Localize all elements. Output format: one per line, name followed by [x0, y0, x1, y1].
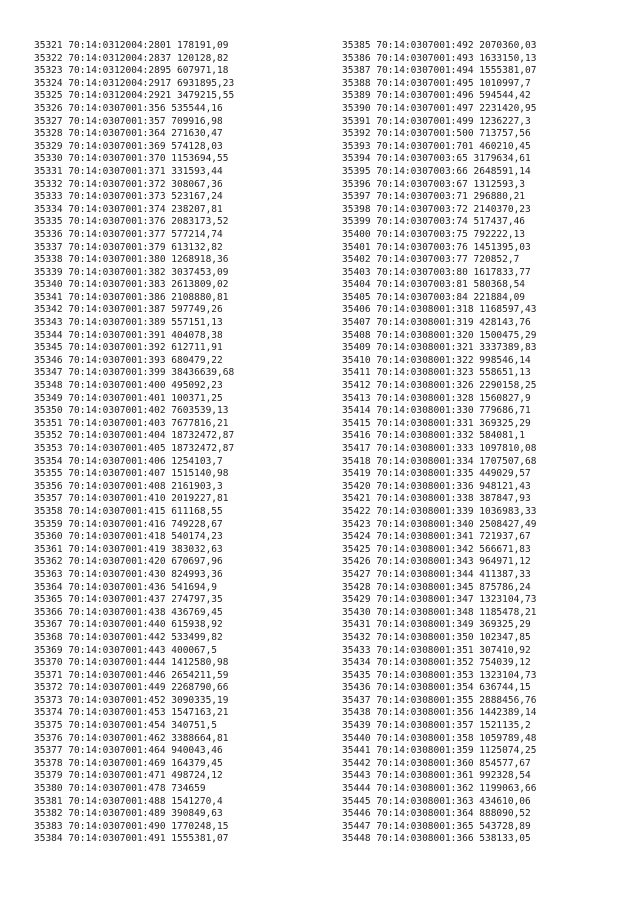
record-row: 35366 70:14:0307001:438 436769,45 [34, 606, 223, 618]
record-row: 35367 70:14:0307001:440 615938,92 [34, 619, 223, 631]
record-row: 35371 70:14:0307001:446 2654211,59 [34, 669, 229, 681]
record-row: 35372 70:14:0307001:449 2268790,66 [34, 682, 229, 694]
record-row: 35405 70:14:0307003:84 221884,09 [342, 291, 526, 303]
record-row: 35448 70:14:0308001:366 538133,05 [342, 833, 531, 845]
record-row: 35363 70:14:0307001:430 824993,36 [34, 568, 223, 580]
record-row: 35400 70:14:0307003:75 792222,13 [342, 228, 526, 240]
record-row: 35434 70:14:0308001:352 754039,12 [342, 657, 531, 669]
record-row: 35443 70:14:0308001:361 992328,54 [342, 770, 531, 782]
record-row: 35447 70:14:0308001:365 543728,89 [342, 820, 531, 832]
record-row: 35398 70:14:0307003:72 2140370,23 [342, 203, 531, 215]
record-row: 35403 70:14:0307003:80 1617833,77 [342, 266, 531, 278]
record-row: 35373 70:14:0307001:452 3090335,19 [34, 694, 229, 706]
record-row: 35335 70:14:0307001:376 2083173,52 [34, 216, 229, 228]
record-row: 35368 70:14:0307001:442 533499,82 [34, 631, 223, 643]
record-row: 35340 70:14:0307001:383 2613809,02 [34, 279, 229, 291]
record-row: 35352 70:14:0307001:404 18732472,87 [34, 430, 235, 442]
record-row: 35406 70:14:0308001:318 1168597,43 [342, 304, 537, 316]
record-row: 35339 70:14:0307001:382 3037453,09 [34, 266, 229, 278]
record-row: 35421 70:14:0308001:338 387847,93 [342, 493, 531, 505]
record-row: 35439 70:14:0308001:357 1521135,2 [342, 720, 531, 732]
record-row: 35445 70:14:0308001:363 434610,06 [342, 795, 531, 807]
record-row: 35331 70:14:0307001:371 331593,44 [34, 165, 223, 177]
record-row: 35396 70:14:0307003:67 1312593,3 [342, 178, 526, 190]
record-row: 35381 70:14:0307001:488 1541270,4 [34, 795, 223, 807]
record-row: 35351 70:14:0307001:403 7677816,21 [34, 417, 229, 429]
record-row: 35328 70:14:0307001:364 271630,47 [34, 128, 223, 140]
record-row: 35416 70:14:0308001:332 584081,1 [342, 430, 526, 442]
record-row: 35357 70:14:0307001:410 2019227,81 [34, 493, 229, 505]
record-row: 35401 70:14:0307003:76 1451395,03 [342, 241, 531, 253]
record-row: 35430 70:14:0308001:348 1185478,21 [342, 606, 537, 618]
record-row: 35349 70:14:0307001:401 100371,25 [34, 392, 223, 404]
record-row: 35392 70:14:0307001:500 713757,56 [342, 128, 531, 140]
record-row: 35441 70:14:0308001:359 1125074,25 [342, 745, 537, 757]
record-row: 35446 70:14:0308001:364 888090,52 [342, 808, 531, 820]
record-row: 35354 70:14:0307001:406 1254103,7 [34, 455, 223, 467]
record-row: 35438 70:14:0308001:356 1442389,14 [342, 707, 537, 719]
record-row: 35427 70:14:0308001:344 411387,33 [342, 568, 531, 580]
record-row: 35429 70:14:0308001:347 1323104,73 [342, 594, 537, 606]
record-row: 35422 70:14:0308001:339 1036983,33 [342, 505, 537, 517]
record-row: 35404 70:14:0307003:81 580368,54 [342, 279, 526, 291]
record-row: 35358 70:14:0307001:415 611168,55 [34, 505, 223, 517]
record-row: 35415 70:14:0308001:331 369325,29 [342, 417, 531, 429]
record-row: 35417 70:14:0308001:333 1097810,08 [342, 443, 537, 454]
record-row: 35410 70:14:0308001:322 998546,14 [342, 354, 531, 366]
record-row: 35408 70:14:0308001:320 1500475,29 [342, 329, 537, 341]
record-row: 35433 70:14:0308001:351 307410,92 [342, 644, 531, 656]
record-row: 35321 70:14:0312004:2801 178191,09 [34, 40, 229, 51]
record-row: 35394 70:14:0307003:65 3179634,61 [342, 153, 531, 165]
record-row: 35382 70:14:0307001:489 390849,63 [34, 808, 223, 820]
record-row: 35359 70:14:0307001:416 749228,67 [34, 518, 223, 530]
record-row: 35432 70:14:0308001:350 102347,85 [342, 631, 531, 643]
record-row: 35322 70:14:0312004:2837 120128,82 [34, 52, 229, 64]
record-row: 35361 70:14:0307001:419 383032,63 [34, 543, 223, 555]
record-row: 35378 70:14:0307001:469 164379,45 [34, 757, 223, 769]
record-row: 35337 70:14:0307001:379 613132,82 [34, 241, 223, 253]
record-row: 35333 70:14:0307001:373 523167,24 [34, 191, 223, 203]
record-row: 35329 70:14:0307001:369 574128,03 [34, 140, 223, 152]
record-row: 35336 70:14:0307001:377 577214,74 [34, 228, 223, 240]
record-row: 35365 70:14:0307001:437 274797,35 [34, 594, 223, 606]
record-row: 35334 70:14:0307001:374 238207,81 [34, 203, 223, 215]
record-row: 35377 70:14:0307001:464 940043,46 [34, 745, 223, 757]
record-row: 35386 70:14:0307001:493 1633150,13 [342, 52, 537, 64]
record-row: 35399 70:14:0307003:74 517437,46 [342, 216, 526, 228]
record-row: 35437 70:14:0308001:355 2888456,76 [342, 694, 537, 706]
record-row: 35344 70:14:0307001:391 404078,38 [34, 329, 223, 341]
record-row: 35409 70:14:0308001:321 3337389,83 [342, 342, 537, 354]
record-row: 35444 70:14:0308001:362 1199063,66 [342, 783, 537, 795]
record-row: 35380 70:14:0307001:478 734659 [34, 783, 206, 795]
record-row: 35388 70:14:0307001:495 1010997,7 [342, 77, 531, 89]
record-row: 35343 70:14:0307001:389 557151,13 [34, 317, 223, 329]
record-row: 35330 70:14:0307001:370 1153694,55 [34, 153, 229, 165]
record-row: 35346 70:14:0307001:393 680479,22 [34, 354, 223, 366]
record-row: 35327 70:14:0307001:357 709916,98 [34, 115, 223, 127]
record-row: 35397 70:14:0307003:71 296880,21 [342, 191, 526, 203]
record-row: 35424 70:14:0308001:341 721937,67 [342, 531, 531, 543]
record-row: 35364 70:14:0307001:436 541694,9 [34, 581, 218, 593]
record-row: 35426 70:14:0308001:343 964971,12 [342, 556, 531, 568]
record-row: 35436 70:14:0308001:354 636744,15 [342, 682, 531, 694]
record-row: 35411 70:14:0308001:323 558651,13 [342, 367, 531, 379]
record-row: 35413 70:14:0308001:328 1560827,9 [342, 392, 531, 404]
record-row: 35360 70:14:0307001:418 540174,23 [34, 531, 223, 543]
record-row: 35347 70:14:0307001:399 38436639,68 [34, 367, 235, 379]
record-row: 35428 70:14:0308001:345 875786,24 [342, 581, 531, 593]
record-row: 35345 70:14:0307001:392 612711,91 [34, 342, 223, 354]
record-row: 35414 70:14:0308001:330 779686,71 [342, 405, 531, 417]
record-row: 35369 70:14:0307001:443 400067,5 [34, 644, 218, 656]
record-row: 35389 70:14:0307001:496 594544,42 [342, 90, 531, 102]
record-row: 35390 70:14:0307001:497 2231420,95 [342, 102, 537, 114]
record-row: 35341 70:14:0307001:386 2108880,81 [34, 291, 229, 303]
record-row: 35425 70:14:0308001:342 566671,83 [342, 543, 531, 555]
record-row: 35353 70:14:0307001:405 18732472,87 [34, 443, 235, 454]
record-row: 35395 70:14:0307003:66 2648591,14 [342, 165, 531, 177]
record-row: 35431 70:14:0308001:349 369325,29 [342, 619, 531, 631]
record-row: 35384 70:14:0307001:491 1555381,07 [34, 833, 229, 845]
left-column [34, 40, 234, 846]
record-row: 35376 70:14:0307001:462 3388664,81 [34, 732, 229, 744]
record-row: 35418 70:14:0308001:334 1707507,68 [342, 455, 537, 467]
record-row: 35362 70:14:0307001:420 670697,96 [34, 556, 223, 568]
record-row: 35419 70:14:0308001:335 449029,57 [342, 468, 531, 480]
record-row: 35440 70:14:0308001:358 1059789,48 [342, 732, 537, 744]
record-row: 35338 70:14:0307001:380 1268918,36 [34, 254, 229, 266]
record-row: 35387 70:14:0307001:494 1555381,07 [342, 65, 537, 77]
record-row: 35356 70:14:0307001:408 2161903,3 [34, 480, 223, 492]
record-row: 35325 70:14:0312004:2921 3479215,55 [34, 90, 235, 102]
record-row: 35326 70:14:0307001:356 535544,16 [34, 102, 223, 114]
record-row: 35324 70:14:0312004:2917 6931895,23 [34, 77, 235, 89]
record-row: 35379 70:14:0307001:471 498724,12 [34, 770, 223, 782]
record-row: 35323 70:14:0312004:2895 607971,18 [34, 65, 229, 77]
record-row: 35342 70:14:0307001:387 597749,26 [34, 304, 223, 316]
record-row: 35332 70:14:0307001:372 308067,36 [34, 178, 223, 190]
record-row: 35374 70:14:0307001:453 1547163,21 [34, 707, 229, 719]
record-row: 35435 70:14:0308001:353 1323104,73 [342, 669, 537, 681]
record-row: 35412 70:14:0308001:326 2290158,25 [342, 380, 537, 392]
record-row: 35442 70:14:0308001:360 854577,67 [342, 757, 531, 769]
record-row: 35355 70:14:0307001:407 1515140,98 [34, 468, 229, 480]
record-row: 35420 70:14:0308001:336 948121,43 [342, 480, 531, 492]
record-row: 35385 70:14:0307001:492 2070360,03 [342, 40, 537, 51]
record-row: 35402 70:14:0307003:77 720852,7 [342, 254, 520, 266]
record-row: 35391 70:14:0307001:499 1236227,3 [342, 115, 531, 127]
record-row: 35393 70:14:0307001:701 460210,45 [342, 140, 531, 152]
record-row: 35375 70:14:0307001:454 340751,5 [34, 720, 218, 732]
record-row: 35407 70:14:0308001:319 428143,76 [342, 317, 531, 329]
right-column [342, 40, 536, 846]
record-row: 35370 70:14:0307001:444 1412580,98 [34, 657, 229, 669]
record-row: 35350 70:14:0307001:402 7603539,13 [34, 405, 229, 417]
record-row: 35383 70:14:0307001:490 1770248,15 [34, 820, 229, 832]
record-row: 35348 70:14:0307001:400 495092,23 [34, 380, 223, 392]
record-row: 35423 70:14:0308001:340 2508427,49 [342, 518, 537, 530]
